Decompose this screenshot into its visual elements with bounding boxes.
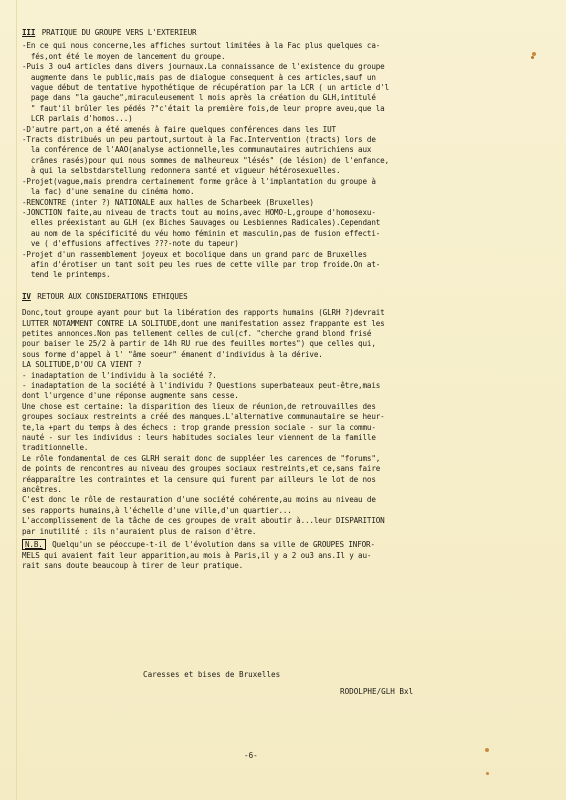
closing-greeting: Caresses et bises de Bruxelles (143, 670, 281, 679)
section-heading-4 (22, 292, 534, 302)
section-heading-3 (22, 28, 534, 38)
paragraph: C'est donc le rôle de restauration d'une société cohérente,au moins au niveau de ses rapports humains,à l'échelle d'une ville,d'un quartier... (22, 495, 376, 515)
paragraph: -Puis 3 ou4 articles dans divers journaux.La connaissance de l'existence du groupe augmente dans le public,mais pas de dialogue consequent à ces articles,sauf un vague début de tentative hypothétique de récupération par la LCR ( un article d'l page dans "la gauche",miraculeusement l mois après la création du GLH,intitulé " faut'il brûler les pédés ?"c'était la première fois,de leur propre aveu,que la LCR parlais d'homos...) (22, 62, 390, 124)
section-numeral: III (22, 28, 36, 37)
signature: RODOLPHE/GLH Bxl (340, 687, 414, 696)
paragraph: Donc,tout groupe ayant pour but la libération des rapports humains (GLRH ?)devrait LUTTER NOTAMMENT CONTRE LA SOLITUDE,dont une manifestation assez frappante est les petites annonces.Non pas tellement celles de cul(cf. "cherche grand blond frisé pour baiser le 25/2 à partir de 14h RU rue des feuilles mortes") que celles qui, sous forme d'appel à l' "âme soeur" émanent d'individus à la dérive. (22, 308, 385, 359)
document-body (22, 28, 534, 571)
page-number: -6- (244, 751, 258, 760)
paragraph: - inadaptation de l'individu à la société ?. (22, 370, 217, 380)
section-title: RETOUR AUX CONSIDERATIONS ETHIQUES (37, 291, 188, 301)
subheading: LA SOLITUDE,D'OU CA VIENT ? (22, 360, 142, 370)
page-margin-line (16, 0, 17, 800)
paragraph: -Tracts distribués un peu partout,surtout à la Fac.Intervention (tracts) lors de la conférence de l'AAO(analyse actionnelle,les communautaires autrichiens aux crânes rasés)pour qui nous sommes de malheureux "lésés" (de lésion) de l'enfance, à qui la selbstdarstellung redonnera santé et vigueur hétérosexuelles. (22, 135, 390, 176)
paragraph: -En ce qui nous concerne,les affiches surtout limitées à la Fac plus quelques ca- fés,ont été le moyen de lancement du groupe. (22, 41, 381, 61)
section-numeral: IV (22, 291, 31, 301)
paper-stain-mark (485, 748, 489, 752)
nb-label: N.B. (22, 539, 46, 550)
section-title: PRATIQUE DU GROUPE VERS L'EXTERIEUR (41, 28, 197, 37)
paragraph: - inadaptation de la société à l'individu ? Questions superbateaux peut-être,mais dont l'urgence d'une réponse augmente sans cesse. (22, 381, 381, 401)
paragraph: -JONCTION faite,au niveau de tracts tout au moins,avec HOMO-L,groupe d'homosexu- elles préexistant au GLH (ex Biches Sauvages ou Lesbiennes Radicales).Cependant au nom de la spécificité du véu homo féminin et masculin,pas de fusion effecti- ve ( d'effusions affectives ???-note du tapeur) (22, 207, 381, 249)
paper-stain-mark (486, 772, 489, 775)
nota-bene (22, 540, 534, 571)
paragraph: -Projet d'un rassemblement joyeux et bocolique dans un grand parc de Bruxelles afin d'érotiser un tant soit peu les rues de cette ville par trop froide.On at- tend le printemps. (22, 249, 381, 280)
paragraph: -Projet(vague,mais prendra certainement forme grâce à l'implantation du groupe à la fac) d'une semaine du cinéma homo. (22, 176, 376, 197)
paragraph: L'accomplissement de la tâche de ces groupes de vrait aboutir à...leur DISPARITION par inutilité : ils n'auraient plus de raison d'être. (22, 516, 385, 536)
nb-text: Quelqu'un se péoccupe-t-il de l'évolution dans sa ville de GROUPES INFOR- MELS qui avaient fait leur apparition,au mois à Paris,il y a 2 ou3 ans.Il y au- rait sans doute beaucoup à tirer de leur pratique. (22, 540, 375, 570)
paragraph: -RENCONTRE (inter ?) NATIONALE aux halles de Scharbeek (Bruxelles) (22, 197, 314, 207)
paragraph: Une chose est certaine: la disparition des lieux de réunion,de retrouvailles des groupes sociaux restreints a créé des manques.L'alternative communautaire se heur- te,la +part du temps à des échecs : trop grande pression sociale - sur la commu- nauté - sur les individus : leurs habitudes sociales leur viennent de la famille traditionnelle. (22, 401, 385, 453)
paragraph: -D'autre part,on a été amenés à faire quelques conférences dans les IUT (22, 124, 336, 134)
paragraph: Le rôle fondamental de ces GLRH serait donc de suppléer les carences de "forums", de points de rencontres au niveau des groupes sociaux restreints,et ce,sans faire réapparaître les contraintes et la censure qui furent par ailleurs le lot de nos ancêtres. (22, 453, 381, 495)
